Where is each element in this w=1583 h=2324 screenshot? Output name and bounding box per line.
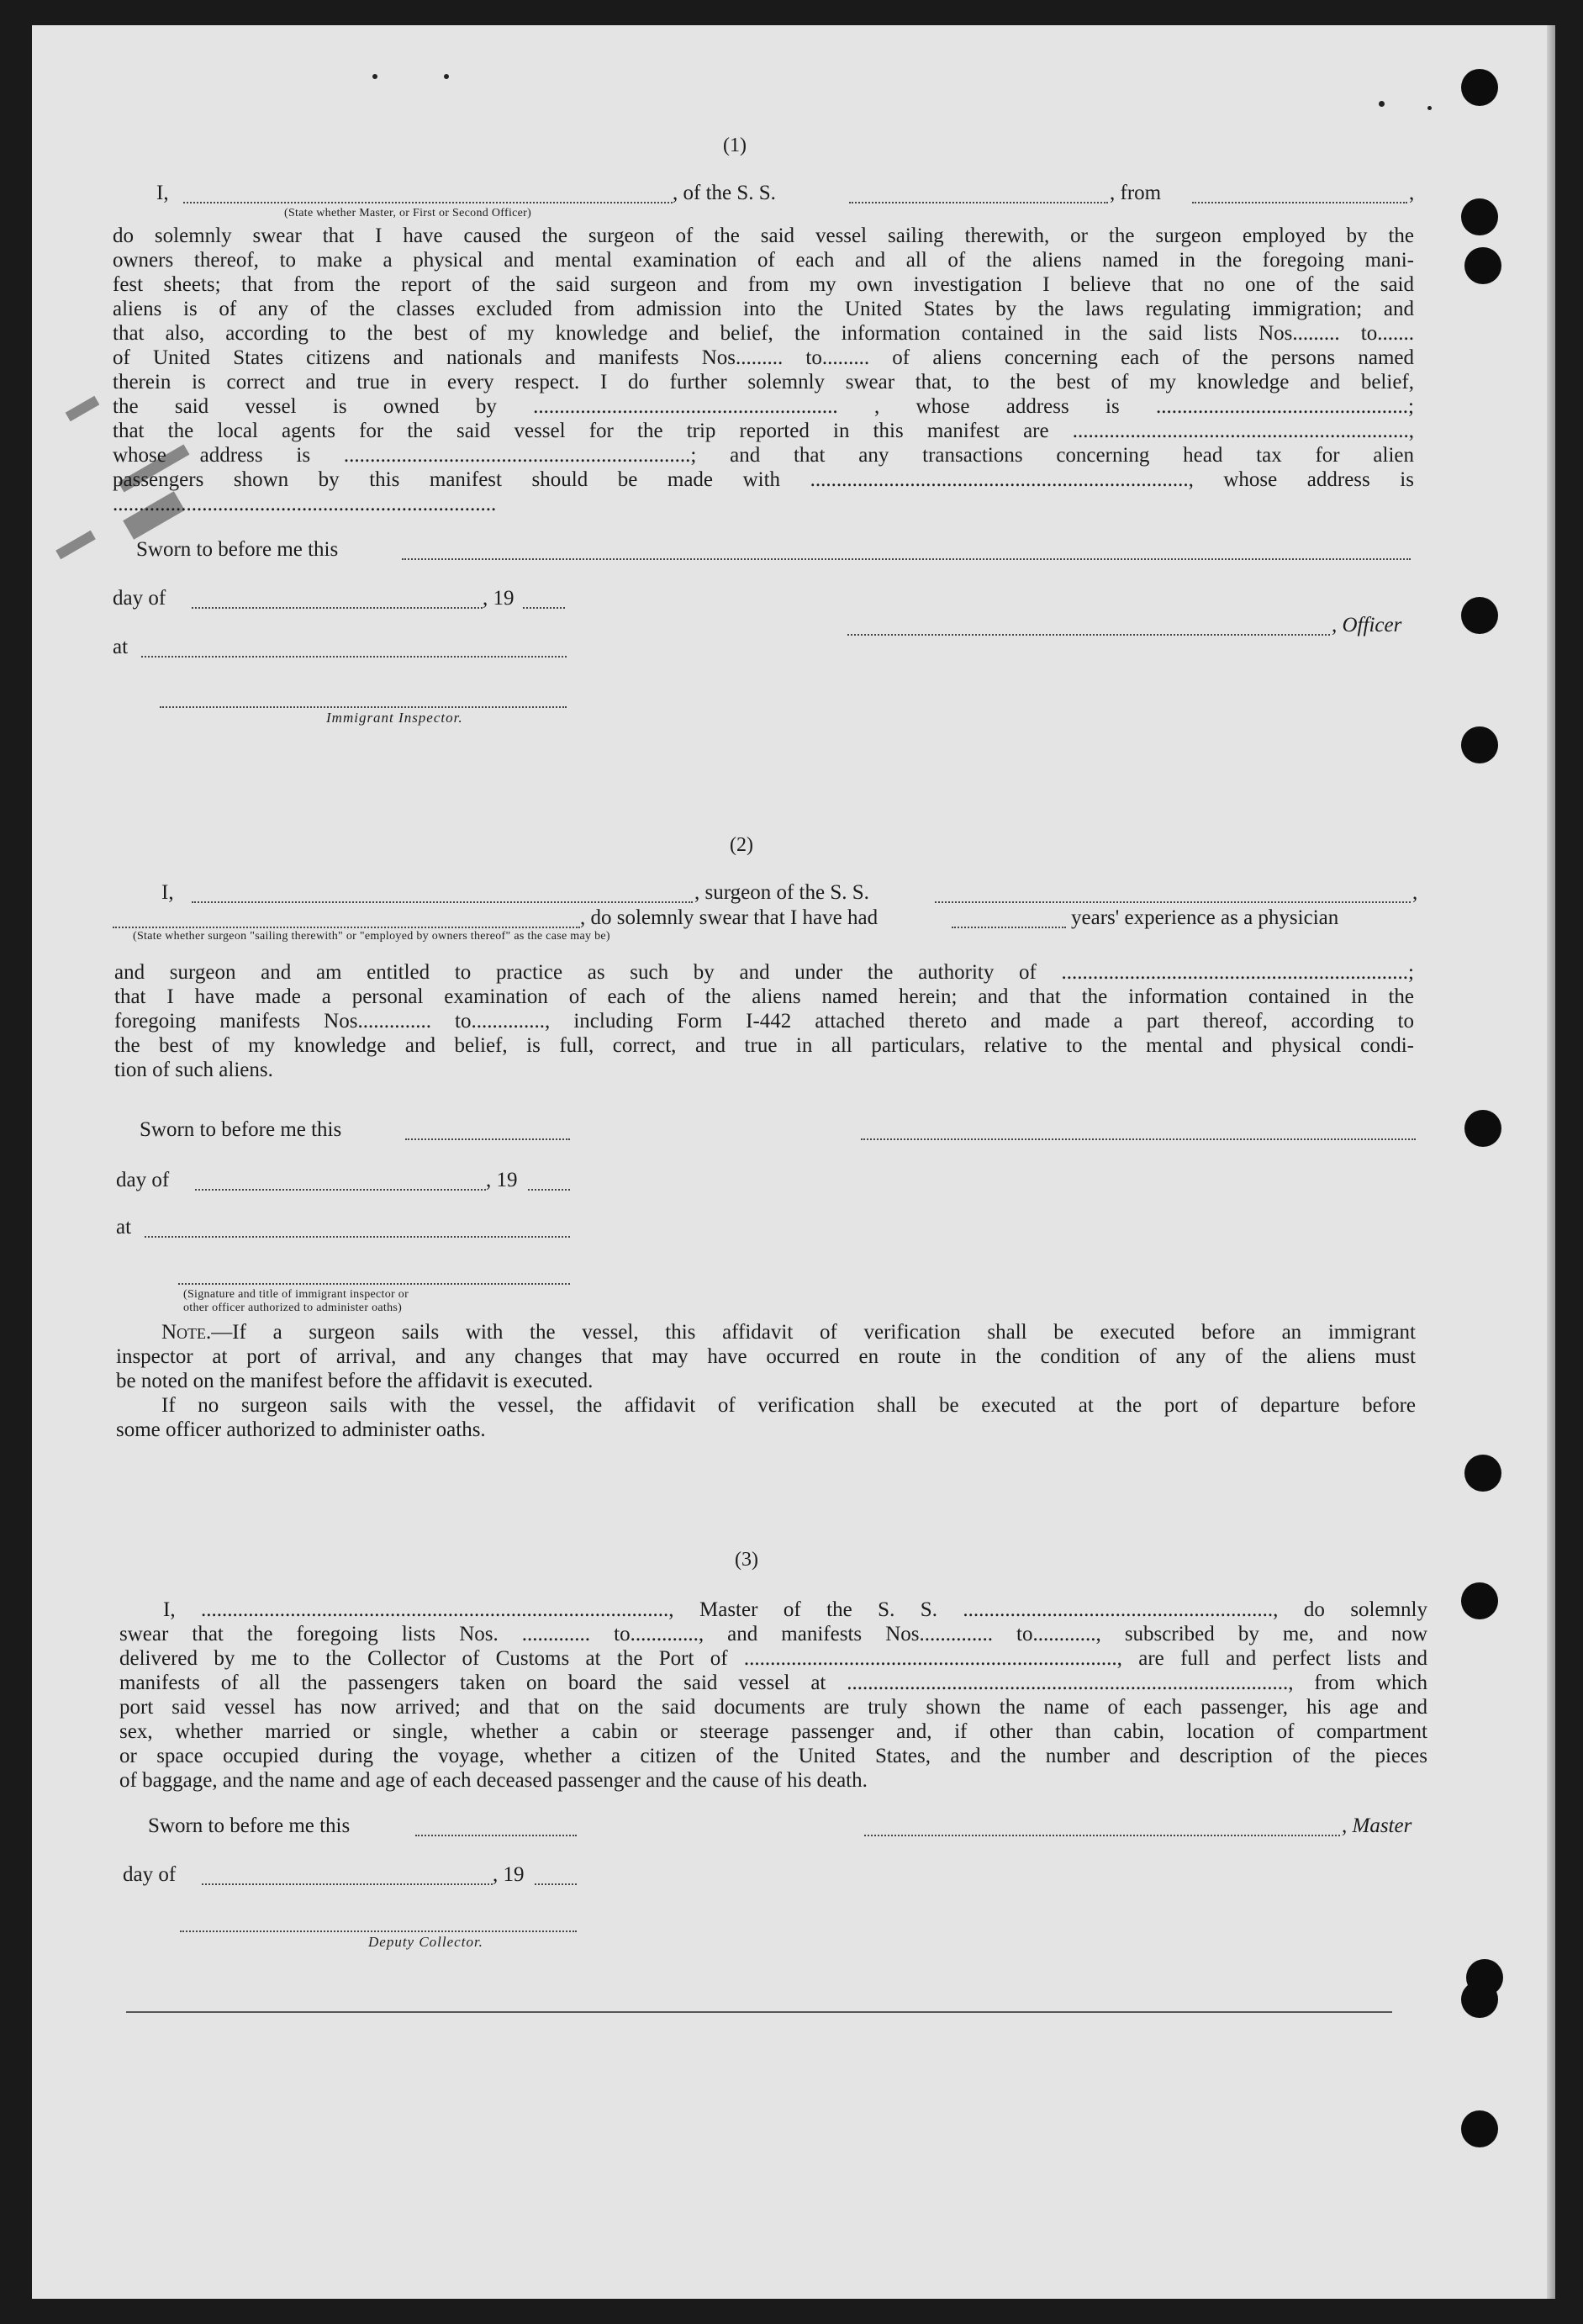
s2-note-line: some officer authorized to administer oaths. [116, 1418, 486, 1441]
s1-sworn-label: Sworn to before me this [136, 538, 339, 561]
s2-name-field[interactable] [192, 901, 693, 903]
s1-inspector-signature[interactable] [160, 706, 567, 708]
s1-inspector-caption: Immigrant Inspector. [326, 710, 463, 726]
s1-i-label: I, [156, 182, 169, 204]
s2-signature-note-2: other officer authorized to administer oaths) [183, 1302, 403, 1314]
s2-day-of-label: day of [116, 1169, 170, 1191]
s2-line: the best of my knowledge and belief, is full, correct, and true in all particulars, relative to the mental and physical condi- [114, 1034, 1414, 1057]
s3-line: port said vessel has now arrived; and that on the said documents are truly shown the name of each passenger, his age and [119, 1696, 1427, 1719]
s2-surgeon-label: , surgeon of the S. S. [694, 881, 869, 904]
s1-line: that the local agents for the said vessel for the trip reported in this manifest are ................................................................, [113, 420, 1414, 442]
s1-at-field[interactable] [141, 656, 567, 658]
s3-line: delivered by me to the Collector of Customs at the Port of ......................................................................., are full and perfect lists and [119, 1647, 1427, 1670]
s2-swear-label: , do solemnly swear that I have had [580, 906, 879, 929]
bottom-rule [126, 2011, 1392, 2013]
ink-stain-1 [66, 396, 100, 421]
s3-line: swear that the foregoing lists Nos. ............. to............., and manifests Nos.............. to............, subscribed by me, and now [119, 1623, 1427, 1645]
speck-3 [1379, 101, 1385, 107]
s2-status-field[interactable] [113, 927, 580, 928]
punch-hole-2 [1461, 198, 1498, 235]
s1-day-field[interactable] [192, 607, 483, 609]
s3-line: sex, whether married or single, whether a cabin or steerage passenger and, if other than cabin, location of compartment [119, 1720, 1427, 1743]
s2-note-line: be noted on the manifest before the affidavit is executed. [116, 1370, 594, 1392]
document-page [32, 25, 1555, 2299]
s1-from-field[interactable] [1192, 202, 1407, 203]
s2-note-line: inspector at port of arrival, and any changes that may have occurred en route in the condition of any of the aliens must [116, 1345, 1416, 1368]
s3-line: I, ........................................................................................., Master of the S. S. ..........................................................., do solemnly [163, 1598, 1427, 1621]
s1-line: the said vessel is owned by .......................................................... , whose address is ................................................; [113, 395, 1414, 418]
s1-oath-paragraph [113, 224, 1414, 516]
s1-at-label: at [113, 636, 129, 658]
s1-line: do solemnly swear that I have caused the surgeon of the said vessel sailing therewith, or the surgeon employed by the [113, 224, 1414, 247]
s1-line: that also, according to the best of my knowledge and belief, the information contained in the said lists Nos......... to....... [113, 322, 1414, 345]
s1-of-ss-label: , of the S. S. [673, 182, 776, 204]
s3-year-field[interactable] [535, 1883, 577, 1885]
s3-day-field[interactable] [202, 1883, 493, 1885]
s1-officer-label: , Officer [1332, 614, 1402, 636]
s2-vessel-field[interactable] [935, 901, 1411, 903]
s1-from-label: , from [1110, 182, 1162, 204]
punch-hole-8 [1461, 1582, 1498, 1619]
s1-line: whose address is ..................................................................; and that any transactions concerning head tax for alien [113, 444, 1414, 467]
s1-line: passengers shown by this manifest should be made with ........................................................................, whose address is [113, 468, 1414, 491]
s2-surgeon-signature[interactable] [861, 1138, 1416, 1140]
punch-hole-3 [1464, 247, 1501, 284]
s2-note-label: Note. [161, 1321, 212, 1344]
s2-comma: , [1412, 881, 1418, 904]
section-2-number: (2) [730, 834, 753, 856]
s2-year-field[interactable] [528, 1189, 570, 1191]
s2-at-label: at [116, 1216, 132, 1239]
s2-note-line: If no surgeon sails with the vessel, the affidavit of verification shall be executed at the port of departure before [161, 1394, 1416, 1417]
s3-oath-paragraph [119, 1598, 1427, 1793]
punch-hole-7 [1464, 1455, 1501, 1492]
s2-note-line [116, 1320, 1416, 1344]
punch-hole-10 [1461, 1981, 1498, 2018]
punch-hole-4 [1461, 597, 1498, 634]
s1-year-label: , 19 [483, 587, 514, 610]
section-1-number: (1) [723, 135, 747, 156]
s2-note-text: —If a surgeon sails with the vessel, this affidavit of verification shall be executed before an immigrant [211, 1321, 1416, 1344]
s1-officer-field[interactable] [847, 634, 1330, 636]
s1-comma: , [1409, 182, 1415, 204]
s2-inspector-signature[interactable] [178, 1283, 570, 1285]
s3-sworn-label: Sworn to before me this [148, 1814, 351, 1837]
s3-line: or space occupied during the voyage, whether a citizen of the United States, and the number and description of the pieces [119, 1745, 1427, 1767]
s1-line: of United States citizens and nationals and manifests Nos......... to......... of aliens concerning each of the persons named [113, 346, 1414, 369]
s2-day-field[interactable] [195, 1189, 486, 1191]
s1-line: therein is correct and true in every respect. I do further solemnly swear that, to the best of my knowledge and belief, [113, 371, 1414, 393]
s2-sworn-field[interactable] [405, 1138, 570, 1140]
s1-line: ......................................................................... [113, 493, 497, 515]
section-3-number: (3) [735, 1549, 758, 1571]
s1-master-note: (State whether Master, or First or Second Officer) [284, 207, 532, 219]
s1-name-field[interactable] [183, 202, 673, 203]
s3-master-signature[interactable] [864, 1835, 1340, 1836]
s2-surgeon-note: (State whether surgeon "sailing therewith" or "employed by owners thereof" as the case may be) [133, 930, 610, 943]
s1-year-field[interactable] [523, 607, 565, 609]
s2-years-field[interactable] [952, 927, 1066, 928]
s1-sworn-field[interactable] [402, 558, 1411, 560]
s1-line: owners thereof, to make a physical and mental examination of each and all of the aliens named in the foregoing mani- [113, 249, 1414, 272]
s1-line: fest sheets; that from the report of the said surgeon and from my own investigation I believe that no one of the said [113, 273, 1414, 296]
s3-line: of baggage, and the name and age of each deceased passenger and the cause of his death. [119, 1769, 868, 1792]
s2-signature-note-1: (Signature and title of immigrant inspector or [183, 1288, 409, 1301]
s3-year-label: , 19 [493, 1863, 525, 1886]
punch-hole-5 [1461, 726, 1498, 763]
s2-line: and surgeon and am entitled to practice as such by and under the authority of ..................................................................; [114, 961, 1414, 984]
ink-stain-4 [55, 531, 96, 559]
s2-i-label: I, [161, 881, 174, 904]
s3-master-label: , Master [1342, 1814, 1412, 1837]
s2-line: tion of such aliens. [114, 1059, 273, 1081]
s3-sworn-field[interactable] [415, 1835, 577, 1836]
s2-year-label: , 19 [486, 1169, 518, 1191]
s2-at-field[interactable] [145, 1236, 570, 1238]
punch-hole-1 [1461, 69, 1498, 106]
s1-vessel-field[interactable] [849, 202, 1108, 203]
s1-day-of-label: day of [113, 587, 166, 610]
scan-edge-shadow [1547, 25, 1555, 2299]
speck-4 [1427, 106, 1432, 110]
speck-1 [372, 74, 377, 79]
s2-note [116, 1320, 1416, 1442]
s3-deputy-signature[interactable] [180, 1931, 577, 1932]
s3-day-of-label: day of [123, 1863, 177, 1886]
speck-2 [444, 74, 449, 79]
s1-line: aliens is of any of the classes excluded from admission into the United States by the laws regulating immigration; and [113, 298, 1414, 320]
s2-experience-label: years' experience as a physician [1071, 906, 1339, 929]
s2-sworn-label: Sworn to before me this [140, 1118, 342, 1141]
punch-hole-11 [1461, 2110, 1498, 2147]
s2-line: foregoing manifests Nos.............. to.............., including Form I-442 attached thereto and made a part thereof, according to [114, 1010, 1414, 1033]
s2-oath-paragraph [114, 960, 1414, 1082]
s3-deputy-caption: Deputy Collector. [368, 1934, 483, 1950]
s3-line: manifests of all the passengers taken on board the said vessel at ...................................................................................., from which [119, 1672, 1427, 1694]
punch-hole-6 [1464, 1110, 1501, 1147]
s2-line: that I have made a personal examination of each of the aliens named herein; and that the information contained in the [114, 985, 1414, 1008]
